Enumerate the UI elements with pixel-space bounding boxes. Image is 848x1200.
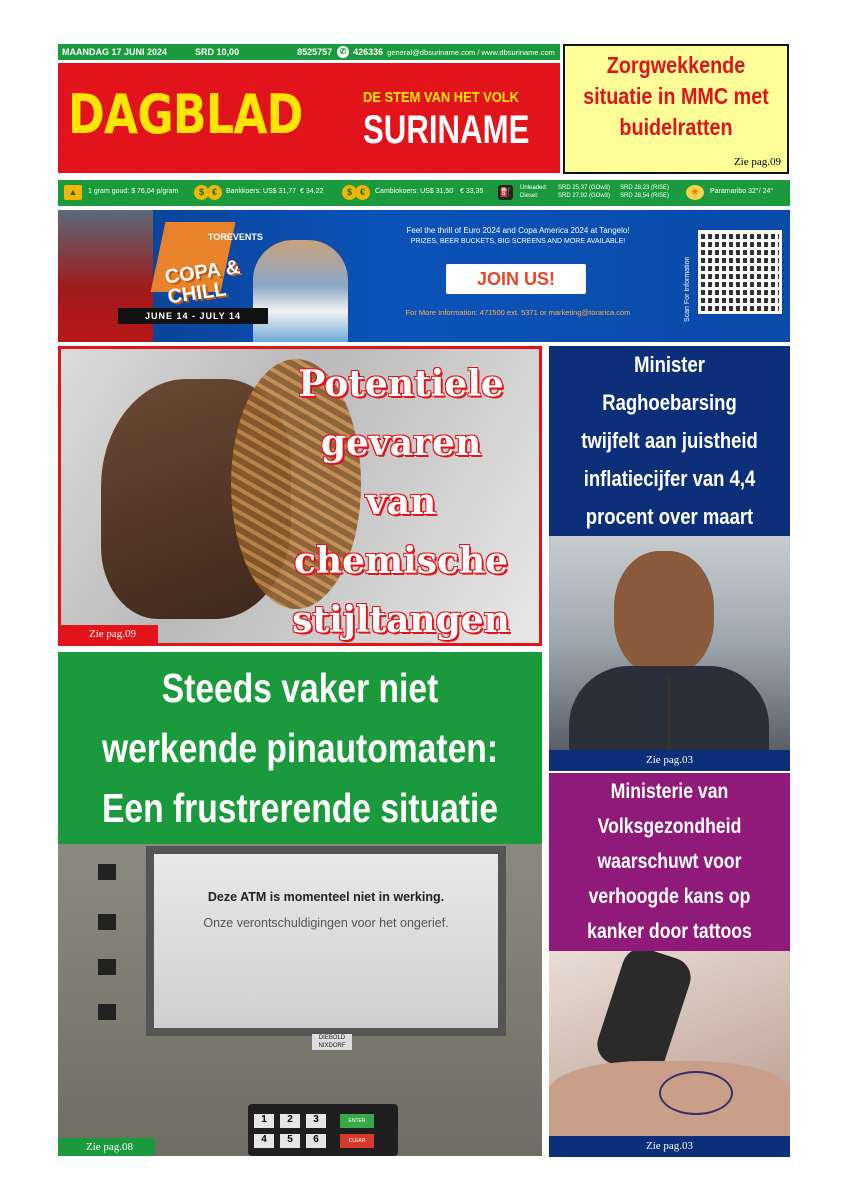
teaser-page-ref: Zie pag.09 bbox=[733, 156, 781, 168]
story-hair-line-5: stijltangen bbox=[292, 599, 510, 641]
story-hair-line-4: chemische bbox=[293, 540, 509, 582]
phone-number: 8525757 bbox=[297, 47, 333, 57]
atm-screen-line-2: Onze verontschuldigingen voor het ongerief. bbox=[203, 916, 449, 930]
story-hair-line-2: gevaren bbox=[320, 422, 482, 464]
rates-ticker bbox=[58, 180, 790, 206]
atm-key-clear: CLEAR bbox=[340, 1134, 374, 1148]
story-hair-straighteners[interactable] bbox=[58, 346, 542, 646]
story-minister-page-ref: Zie pag.03 bbox=[549, 750, 790, 771]
tattoo-ink-shape bbox=[659, 1071, 733, 1115]
issue-date: MAANDAG 17 JUNI 2024 bbox=[62, 47, 168, 57]
ad-subline: PRIZES, BEER BUCKETS, BIG SCREENS AND MORE AVAILABLE! bbox=[410, 238, 626, 245]
whatsapp-icon: ✆ bbox=[337, 46, 349, 58]
minister-head-shape bbox=[614, 551, 714, 676]
copa-chill-ad[interactable] bbox=[58, 210, 790, 342]
story-atm-line-2: werkende pinautomaten: bbox=[101, 725, 499, 771]
ad-headline: Feel the thrill of Euro 2024 and Copa America 2024 at Tangelo! bbox=[406, 226, 630, 235]
cambio-rate-eur: € 33,35 bbox=[460, 188, 484, 195]
story-atm-line-3: Een frustrerende situatie bbox=[101, 785, 499, 831]
dollar-coin-icon-2: $ bbox=[342, 185, 357, 200]
story-minister-headline bbox=[568, 346, 770, 536]
story-minister[interactable] bbox=[549, 346, 790, 536]
atm-side-key-3 bbox=[98, 959, 116, 975]
cambio-rate-usd: Cambiokoers: US$ 31,50 bbox=[375, 188, 454, 195]
gold-price: 1 gram goud: $ 76,04 p/gram bbox=[88, 188, 179, 195]
fuel-labels: Unleaded: Diesel: bbox=[520, 185, 548, 199]
story-hair-headline bbox=[281, 355, 521, 646]
story-hair-page-ref: Zie pag.09 bbox=[61, 625, 158, 643]
bank-rate-usd: Bankkoers: US$ 31,77 bbox=[226, 188, 297, 195]
atm-side-key-4 bbox=[98, 1004, 116, 1020]
story-tattoo-photo bbox=[549, 951, 790, 1136]
contact-info: general@dbsuriname.com / www.dbsuriname.com bbox=[387, 47, 555, 57]
logo-tagline: DE STEM VAN HET VOLK bbox=[363, 89, 520, 106]
atm-key-enter: ENTER bbox=[340, 1114, 374, 1128]
ad-contact-info: For More Information: 471500 ext. 5371 or marketing@torarica.com bbox=[405, 308, 631, 317]
story-minister-line-4: inflatiecijfer van 4,4 bbox=[583, 466, 756, 491]
weather-sun-icon: ☀ bbox=[686, 185, 704, 200]
story-minister-line-2: Raghoebarsing bbox=[602, 390, 737, 415]
story-tattoo-page-ref: Zie pag.03 bbox=[549, 1136, 790, 1157]
ad-join-button[interactable]: JOIN US! bbox=[446, 264, 586, 294]
story-tattoo-line-4: verhoogde kans op bbox=[588, 885, 751, 908]
logo-suriname: SURINAME bbox=[363, 108, 530, 152]
ad-dates: JUNE 14 - JULY 14 bbox=[118, 308, 268, 324]
euro-coin-icon-2: € bbox=[355, 185, 370, 200]
atm-key-1: 1 bbox=[254, 1114, 274, 1128]
story-minister-line-5: procent over maart bbox=[585, 504, 754, 529]
story-hair-line-1: Potentiele bbox=[298, 363, 504, 405]
story-hair-line-3: van bbox=[365, 481, 437, 523]
ad-brand: TOREVENTS bbox=[208, 232, 263, 242]
fuel-prices-rise: SRD 28,23 (RISE) SRD 28,54 (RISE) bbox=[620, 185, 670, 199]
weather-temp: Paramaribo 32°/ 24° bbox=[710, 188, 774, 195]
atm-side-key-2 bbox=[98, 914, 116, 930]
story-tattoo-line-3: waarschuwt voor bbox=[597, 850, 742, 873]
atm-key-3: 3 bbox=[306, 1114, 326, 1128]
story-atm[interactable] bbox=[58, 652, 542, 844]
story-atm-headline bbox=[102, 658, 499, 838]
masthead bbox=[58, 63, 560, 173]
atm-key-4: 4 bbox=[254, 1134, 274, 1148]
ad-event-title: COPA & CHILL bbox=[163, 256, 242, 309]
atm-key-6: 6 bbox=[306, 1134, 326, 1148]
story-atm-photo bbox=[58, 844, 542, 1156]
atm-brand: DIEBOLD NIXDORF bbox=[312, 1034, 352, 1050]
story-minister-line-3: twijfelt aan juistheid bbox=[581, 428, 758, 453]
story-tattoo[interactable] bbox=[549, 773, 790, 951]
fuel-pump-icon: ⛽ bbox=[498, 185, 513, 200]
atm-key-2: 2 bbox=[280, 1114, 300, 1128]
story-tattoo-line-2: Volksgezondheid bbox=[597, 815, 742, 838]
fuel-prices-gow: SRD 25,37 (GOw3) SRD 27,92 (GOw3) bbox=[558, 185, 611, 199]
logo-dagblad: DAGBLAD bbox=[68, 83, 303, 146]
microphone-icon bbox=[667, 676, 671, 750]
teaser-box[interactable] bbox=[563, 44, 789, 174]
gold-bar-icon: ▲ bbox=[64, 185, 82, 200]
story-tattoo-line-5: kanker door tattoos bbox=[587, 920, 752, 943]
bank-rate-eur: € 34,22 bbox=[300, 188, 324, 195]
top-info-strip bbox=[58, 44, 560, 60]
story-minister-line-1: Minister bbox=[634, 352, 705, 377]
ad-player-photo-right bbox=[253, 240, 348, 342]
story-minister-photo bbox=[549, 536, 790, 750]
euro-coin-icon: € bbox=[207, 185, 222, 200]
atm-screen bbox=[146, 846, 506, 1036]
story-atm-line-1: Steeds vaker niet bbox=[161, 665, 439, 711]
qr-code-icon[interactable] bbox=[698, 230, 782, 314]
teaser-headline: Zorgwekkende situatie in MMC met buidelratten bbox=[583, 52, 769, 140]
atm-keypad bbox=[248, 1104, 398, 1156]
atm-side-key-1 bbox=[98, 864, 116, 880]
story-tattoo-line-1: Ministerie van bbox=[610, 780, 729, 803]
atm-screen-line-1: Deze ATM is momenteel niet in werking. bbox=[207, 890, 445, 904]
whatsapp-number: 426336 bbox=[353, 47, 384, 57]
tattoo-machine-shape bbox=[592, 951, 696, 1079]
issue-price: SRD 10,00 bbox=[195, 47, 240, 57]
dollar-coin-icon: $ bbox=[194, 185, 209, 200]
story-tattoo-headline bbox=[568, 774, 770, 949]
ad-qr-label: Scan For Information bbox=[684, 256, 691, 322]
atm-key-5: 5 bbox=[280, 1134, 300, 1148]
story-atm-page-ref: Zie pag.08 bbox=[58, 1138, 155, 1156]
